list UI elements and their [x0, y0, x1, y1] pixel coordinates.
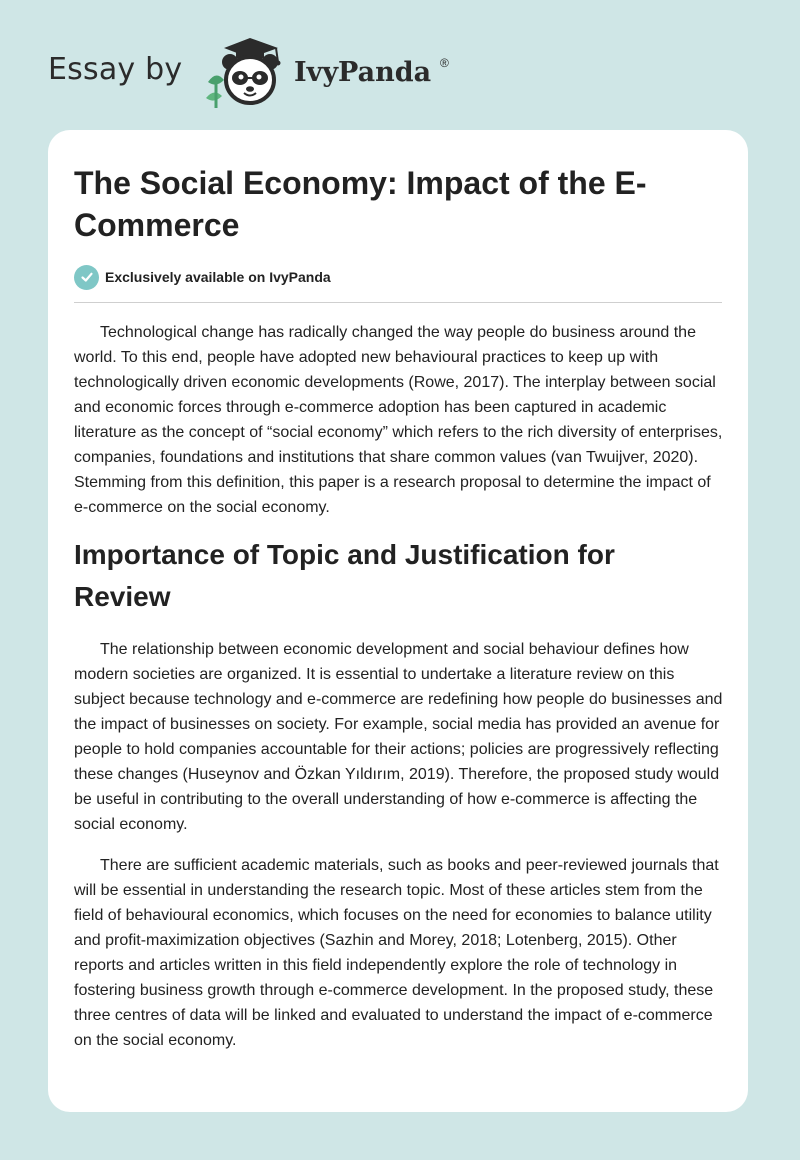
site-header: [0, 0, 800, 130]
paragraph-materials: There are sufficient academic materials, such as books and peer-reviewed journals that will be essential in understanding the research topic. Most of these articles stem from the field of behavioural economics, which focuses on the need for economies to balance utility and profit-maximization objectives (Sazhin and Morey, 2018; Lotenberg, 2015). Other reports and articles written in this field independently explore the role of technology in fostering business growth through e-commerce development. In the proposed study, these three centres of data will be linked and evaluated to understand the impact of e-commerce on the social economy.: [74, 857, 719, 1049]
paragraph-intro: Technological change has radically changed the way people do business around the world. To this end, people have adopted new behavioural practices to keep up with technologically driven economic developments (Rowe, 2017). The interplay between social and economic forces through e-commerce adoption has been captured in academic literature as the concept of “social economy” which refers to the rich diversity of enterprises, companies, foundations and institutions that share common values (van Twuijver, 2020). Stemming from this definition, this paper is a research proposal to determine the impact of e-commerce on the social economy.: [74, 324, 723, 516]
paragraph-importance: The relationship between economic development and social behaviour defines how modern societies are organized. It is essential to undertake a literature review on this subject because technology and e-commerce are redefining how people do businesses and the impact of businesses on society. For example, social media has provided an avenue for people to hold companies accountable for their actions; policies are progressively reflecting these changes (Huseynov and Özkan Yıldırım, 2019). Therefore, the proposed study would be useful in contributing to the overall understanding of how e-commerce is affecting the social economy.: [74, 641, 723, 833]
check-circle-icon: [74, 265, 99, 290]
panda-graduate-icon[interactable]: [200, 34, 292, 110]
section-heading: Importance of Topic and Justification for Review: [74, 539, 615, 612]
divider: [74, 302, 722, 303]
badge-label: Exclusively available on IvyPanda: [105, 269, 331, 285]
registered-mark: ®: [440, 56, 449, 70]
exclusive-badge: [74, 264, 331, 290]
brand-name[interactable]: IvyPanda: [294, 57, 432, 88]
essay-title: The Social Economy: Impact of the E-Commerce: [74, 165, 647, 243]
essay-card: [48, 130, 748, 1112]
essay-by-label: Essay by: [48, 52, 183, 87]
